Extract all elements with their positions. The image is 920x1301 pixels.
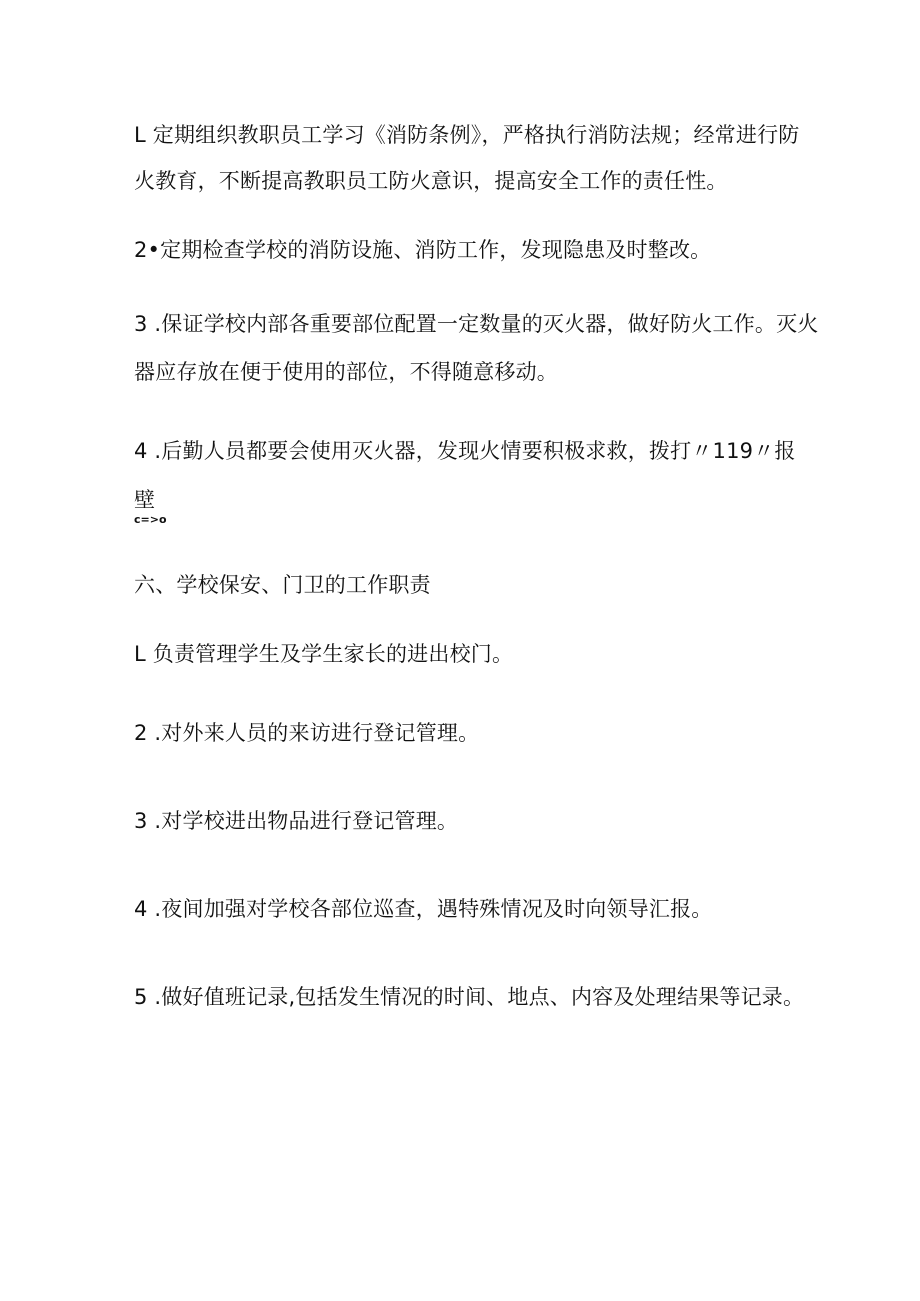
guard-item-5: 5 .做好值班记录,包括发生情况的时间、地点、内容及处理结果等记录。 xyxy=(134,985,805,1009)
guard-item-1: L 负责管理学生及学生家长的进出校门。 xyxy=(134,642,514,666)
fire-item-4-line-1: 4 .后勤人员都要会使用灭火器，发现火情要积极求救，拨打〃119〃报 xyxy=(134,439,796,463)
fire-item-1-line-2: 火教育，不断提高教职员工防火意识，提高安全工作的责任性。 xyxy=(134,169,728,193)
fire-item-2: 2•定期检查学校的消防设施、消防工作，发现隐患及时整改。 xyxy=(134,238,712,262)
fire-item-4-fragment: c=>o xyxy=(134,513,167,526)
fire-item-4-line-2: 壁 xyxy=(134,488,156,512)
guard-item-2: 2 .对外来人员的来访进行登记管理。 xyxy=(134,721,480,745)
guard-item-3: 3 .对学校进出物品进行登记管理。 xyxy=(134,809,459,833)
section-heading: 六、学校保安、门卫的工作职责 xyxy=(134,573,431,597)
fire-item-3-line-2: 器应存放在便于使用的部位，不得随意移动。 xyxy=(134,360,558,384)
fire-item-3-line-1: 3 .保证学校内部各重要部位配置一定数量的灭火器，做好防火工作。灭火 xyxy=(134,312,819,336)
guard-item-4: 4 .夜间加强对学校各部位巡查，遇特殊情况及时向领导汇报。 xyxy=(134,897,713,921)
fire-item-1-line-1: L 定期组织教职员工学习《消防条例》，严格执行消防法规；经常进行防 xyxy=(134,123,800,147)
